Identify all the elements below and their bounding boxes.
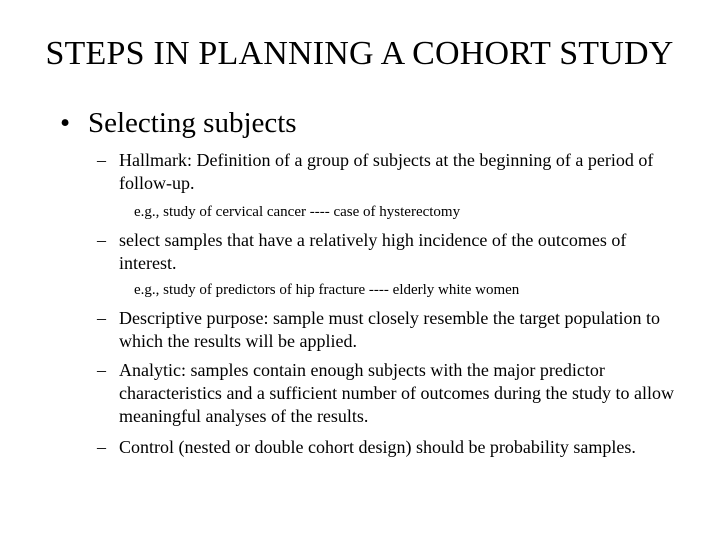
dash-marker: – (97, 437, 106, 457)
main-bullet (60, 105, 297, 141)
dash-marker: – (97, 230, 106, 250)
example-hip-fracture: e.g., study of predictors of hip fracture ---- elderly white women (134, 282, 520, 298)
sub-item-text: Analytic: samples contain enough subjects with the major predictor characteristics and a sufficient number of outcomes during the study to allow meaningful analyses of the results. (119, 360, 675, 426)
sub-item-text: select samples that have a relatively high incidence of the outcomes of interest. (119, 230, 627, 273)
sub-item-analytic (97, 359, 687, 428)
sub-item-text: Hallmark: Definition of a group of subjects at the beginning of a period of follow-up. (119, 150, 654, 193)
sub-item-text: Control (nested or double cohort design) should be probability samples. (119, 437, 636, 457)
sub-item-control (97, 436, 687, 459)
sub-item-high-incidence (97, 229, 687, 275)
slide-title: STEPS IN PLANNING A COHORT STUDY (45, 35, 674, 72)
example-cervical-cancer: e.g., study of cervical cancer ---- case of hysterectomy (134, 204, 461, 220)
main-bullet-text: Selecting subjects (88, 107, 297, 139)
dash-marker: – (97, 150, 106, 170)
sub-item-hallmark (97, 149, 687, 195)
sub-item-descriptive (97, 307, 687, 353)
dash-marker: – (97, 308, 106, 328)
dash-marker: – (97, 360, 106, 380)
sub-item-text: Descriptive purpose: sample must closely resemble the target population to which the results will be applied. (119, 308, 661, 351)
bullet-dot: • (60, 107, 71, 139)
